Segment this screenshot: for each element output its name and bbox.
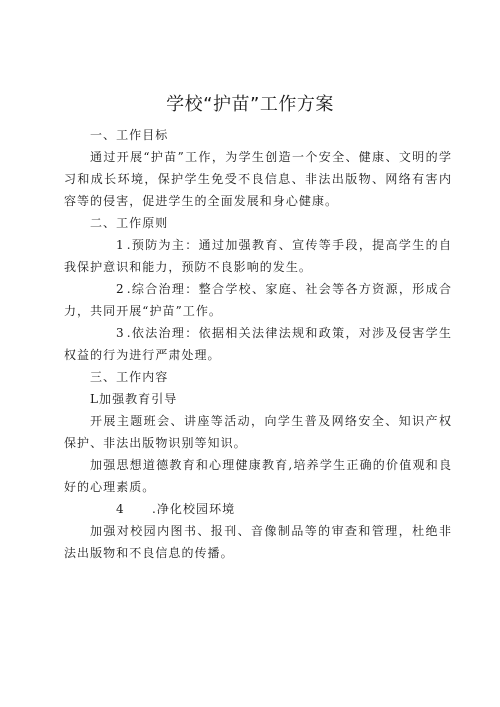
section-heading-principles: 二、工作原则 xyxy=(90,216,169,230)
principle-text: .预防为主：通过加强教育、宣传等手段，提高学生的自我保护意识和能力，预防不良影响的发生。 xyxy=(64,238,452,274)
principle-item xyxy=(64,322,452,366)
document-title: 学校“护苗”工作方案 xyxy=(166,94,334,115)
principle-item xyxy=(64,278,452,322)
environment-paragraph: 加强对校园内图书、报刊、音像制品等的审查和管理，杜绝非法出版物和不良信息的传播。 xyxy=(64,524,452,560)
document-body xyxy=(64,124,452,564)
principle-item xyxy=(64,234,452,278)
goals-paragraph: 通过开展“护苗”工作，为学生创造一个安全、健康、文明的学习和成长环境，保护学生免受不良信息、非法出版物、网络有害内容等的侵害，促进学生的全面发展和身心健康。 xyxy=(64,150,452,208)
subsection-title-text: .净化校园环境 xyxy=(152,502,236,516)
subsection-title-environment xyxy=(64,498,452,520)
subsection-title-education: L加强教育引导 xyxy=(90,392,178,406)
subsection-number: 4 xyxy=(116,502,125,516)
principle-text: .依法治理：依据相关法律法规和政策，对涉及侵害学生权益的行为进行严肃处理。 xyxy=(64,326,452,362)
principle-number: 1 xyxy=(116,238,125,252)
education-paragraph: 开展主题班会、讲座等活动，向学生普及网络安全、知识产权保护、非法出版物识别等知识。 xyxy=(64,414,452,450)
principle-number: 3 xyxy=(116,326,125,340)
education-paragraph: 加强思想道德教育和心理健康教育,培养学生正确的价值观和良好的心理素质。 xyxy=(64,458,452,494)
principle-number: 2 xyxy=(116,282,125,296)
principle-text: .综合治理：整合学校、家庭、社会等各方资源，形成合力，共同开展“护苗”工作。 xyxy=(64,282,452,318)
section-heading-goals: 一、工作目标 xyxy=(90,128,169,142)
section-heading-content: 三、工作内容 xyxy=(90,370,169,384)
